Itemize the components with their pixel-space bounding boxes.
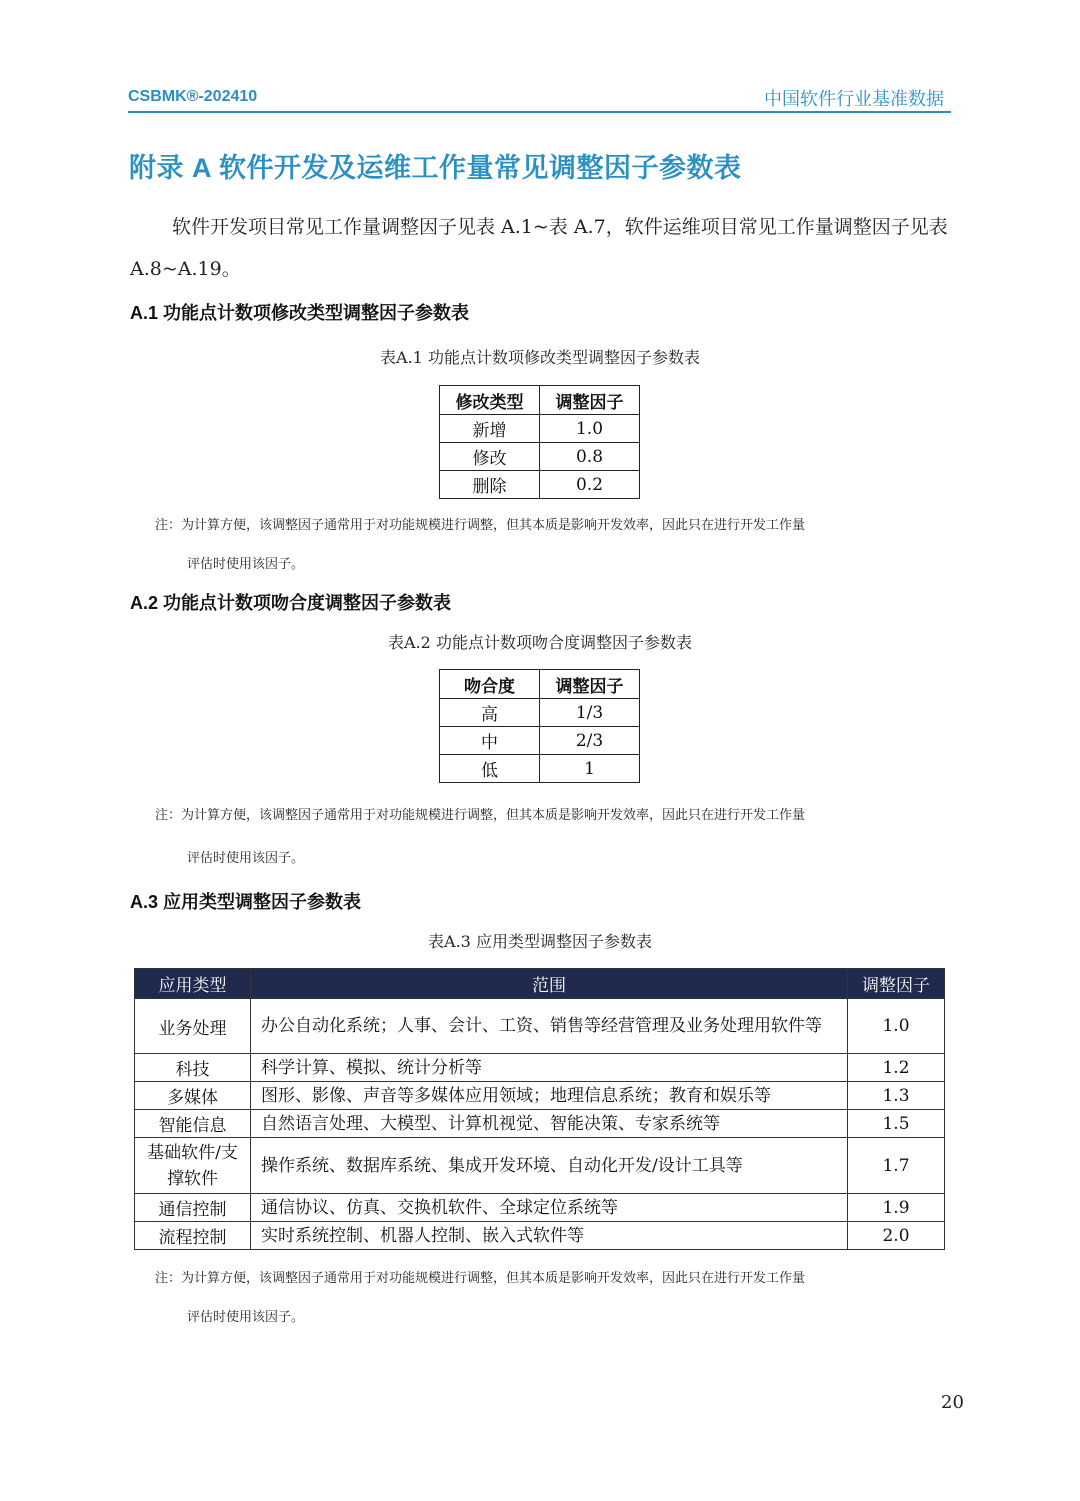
table-cell: 科技 (135, 1054, 251, 1082)
table-cell: 1.5 (848, 1110, 945, 1138)
header-title: 中国软件行业基准数据 (764, 89, 944, 110)
table-cell: 基础软件/支撑软件 (135, 1138, 251, 1194)
table-header-cell: 范围 (251, 969, 848, 999)
header-divider (128, 111, 951, 113)
table-cell: 删除 (440, 471, 540, 499)
table-cell: 2.0 (848, 1222, 945, 1250)
table-header-cell: 调整因子 (540, 670, 640, 699)
table-cell: 1/3 (540, 699, 640, 727)
table-header-cell: 应用类型 (135, 969, 251, 999)
table-cell: 操作系统、数据库系统、集成开发环境、自动化开发/设计工具等 (251, 1138, 848, 1194)
table-cell: 智能信息 (135, 1110, 251, 1138)
note-line: 评估时使用该因子。 (187, 1310, 305, 1325)
table-cell: 多媒体 (135, 1082, 251, 1110)
table-header-cell: 调整因子 (540, 386, 640, 415)
table-row (135, 999, 945, 1054)
table-cell: 通信控制 (135, 1194, 251, 1222)
section-title-a3: A.3 应用类型调整因子参数表 (130, 892, 362, 912)
table-cell: 低 (440, 755, 540, 783)
note-line: 注：为计算方便，该调整因子通常用于对功能规模进行调整，但其本质是影响开发效率，因此只在进行开发工作量 (155, 518, 806, 533)
table-cell: 修改 (440, 443, 540, 471)
note-line: 评估时使用该因子。 (187, 557, 305, 572)
table-row (135, 1222, 945, 1250)
table-caption-a3: 表A.3 应用类型调整因子参数表 (428, 932, 652, 951)
table-cell: 通信协议、仿真、交换机软件、全球定位系统等 (251, 1194, 848, 1222)
table-row (135, 1194, 945, 1222)
table-a3 (134, 968, 945, 1250)
table-cell: 1.0 (540, 415, 640, 443)
note-line: 注：为计算方便，该调整因子通常用于对功能规模进行调整，但其本质是影响开发效率，因此只在进行开发工作量 (155, 808, 806, 823)
table-cell: 图形、影像、声音等多媒体应用领域；地理信息系统；教育和娱乐等 (251, 1082, 848, 1110)
table-cell: 0.8 (540, 443, 640, 471)
table-cell: 1.9 (848, 1194, 945, 1222)
table-cell: 1 (540, 755, 640, 783)
table-cell: 自然语言处理、大模型、计算机视觉、智能决策、专家系统等 (251, 1110, 848, 1138)
table-cell: 实时系统控制、机器人控制、嵌入式软件等 (251, 1222, 848, 1250)
table-note-a3 (155, 1259, 955, 1337)
table-cell: 高 (440, 699, 540, 727)
table-cell: 1.2 (848, 1054, 945, 1082)
table-cell: 0.2 (540, 471, 640, 499)
table-cell: 新增 (440, 415, 540, 443)
table-row (440, 755, 640, 783)
table-note-a1 (155, 506, 955, 584)
table-a1 (439, 385, 640, 499)
note-line: 注：为计算方便，该调整因子通常用于对功能规模进行调整，但其本质是影响开发效率，因此只在进行开发工作量 (155, 1271, 806, 1286)
table-note-a2 (155, 794, 955, 880)
page-number: 20 (941, 1392, 964, 1413)
table-row (440, 727, 640, 755)
intro-paragraph: 软件开发项目常见工作量调整因子见表 A.1~表 A.7，软件运维项目常见工作量调整因子见表 A.8~A.19。 (130, 216, 948, 280)
table-row (440, 471, 640, 499)
section-title-a1: A.1 功能点计数项修改类型调整因子参数表 (130, 303, 470, 323)
table-cell: 2/3 (540, 727, 640, 755)
document-code: CSBMK®-202410 (128, 88, 258, 105)
table-row (135, 1082, 945, 1110)
table-header-cell: 调整因子 (848, 969, 945, 999)
table-row (135, 1138, 945, 1194)
table-caption-a1: 表A.1 功能点计数项修改类型调整因子参数表 (380, 348, 700, 367)
table-cell: 中 (440, 727, 540, 755)
table-cell: 办公自动化系统；人事、会计、工资、销售等经营管理及业务处理用软件等 (251, 999, 848, 1054)
table-header-cell: 修改类型 (440, 386, 540, 415)
table-row (135, 1110, 945, 1138)
table-caption-a2: 表A.2 功能点计数项吻合度调整因子参数表 (388, 633, 692, 652)
table-row (440, 443, 640, 471)
table-cell: 1.3 (848, 1082, 945, 1110)
table-row (135, 1054, 945, 1082)
table-cell: 流程控制 (135, 1222, 251, 1250)
note-line: 评估时使用该因子。 (187, 851, 305, 866)
table-cell: 1.0 (848, 999, 945, 1054)
appendix-title: 附录 A 软件开发及运维工作量常见调整因子参数表 (129, 153, 742, 183)
table-cell: 业务处理 (135, 999, 251, 1054)
section-title-a2: A.2 功能点计数项吻合度调整因子参数表 (130, 593, 452, 613)
table-row (440, 699, 640, 727)
table-cell: 科学计算、模拟、统计分析等 (251, 1054, 848, 1082)
table-cell: 1.7 (848, 1138, 945, 1194)
table-row (440, 415, 640, 443)
table-a2 (439, 669, 640, 783)
table-header-cell: 吻合度 (440, 670, 540, 699)
